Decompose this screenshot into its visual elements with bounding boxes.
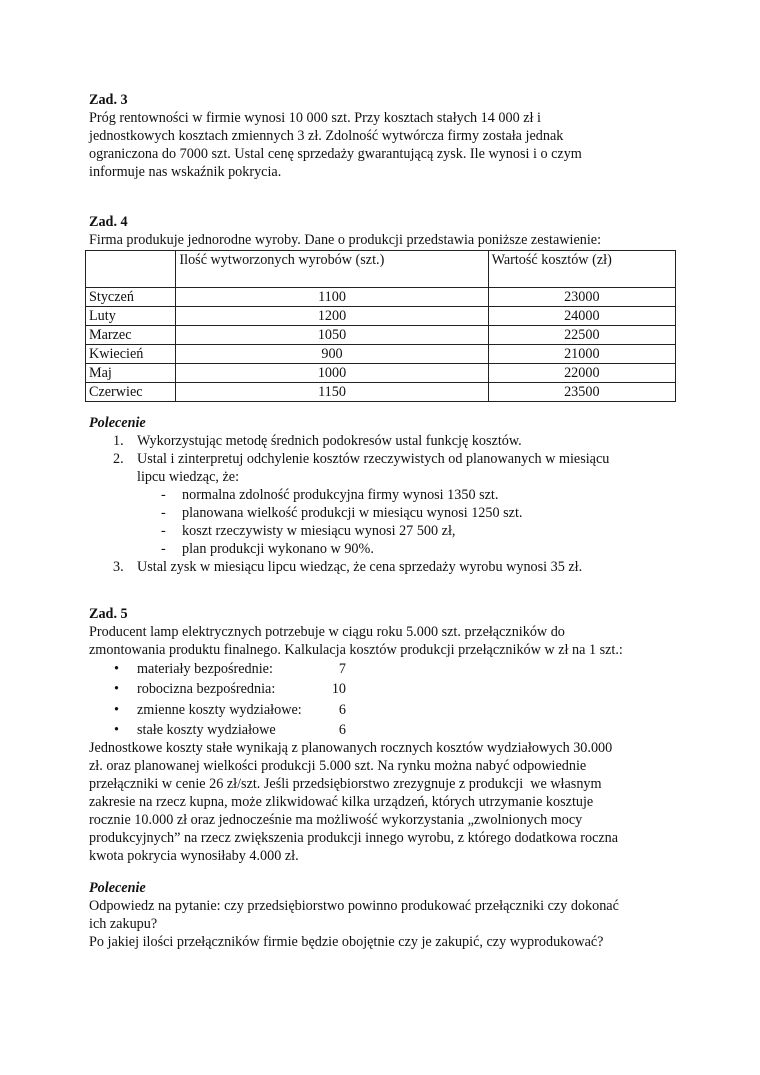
table-cell-month: Czerwiec [86,383,176,402]
sub-list-item [89,486,689,504]
cost-item [89,659,689,679]
intro-text: Firma produkuje jednorodne wyroby. Dane o produkcji przedstawia poniższe zestawienie: [89,232,602,248]
list-item-line [89,468,689,486]
bullet-icon: • [114,721,119,738]
task-5-paragraph [89,739,689,865]
text-line: Producent lamp elektrycznych potrzebuje w ciągu roku 5.000 szt. przełączników do [89,624,565,640]
text-line: kwota pokrycia wynosiłaby 4.000 zł. [89,848,299,864]
table-cell-value: 1050 [176,326,488,345]
table-cell-value: 22000 [488,364,675,383]
text-line: informuje nas wskaźnik pokrycia. [89,164,282,180]
cost-label: materiały bezpośrednie: [137,661,273,677]
table-cell-month: Styczeń [86,288,176,307]
table-cell-month: Marzec [86,326,176,345]
cost-label: stałe koszty wydziałowe [137,721,276,738]
list-item-text: Ustal i zinterpretuj odchylenie kosztów rzeczywistych od planowanych w miesiącu [137,451,610,467]
table-row [86,364,676,383]
bullet-icon: • [114,661,119,677]
text-line: Jednostkowe koszty stałe wynikają z planowanych rocznych kosztów wydziałowych 30.000 [89,740,613,756]
list-item-line [89,558,689,576]
sub-list-item [89,540,689,558]
sub-list-text: plan produkcji wykonano w 90%. [182,541,374,557]
column-header: Ilość wytworzonych wyrobów (szt.) [176,251,488,288]
table-row [86,326,676,345]
cost-value: 10 [331,681,346,698]
list-item-text: Wykorzystując metodę średnich podokresów ustal funkcję kosztów. [137,433,522,449]
question-line: Po jakiej ilości przełączników firmie będzie obojętnie czy je zakupić, czy wyprodukować? [89,934,604,950]
task-5-instructions [89,879,689,951]
table-cell-value: 22500 [488,326,675,345]
table-cell-month: Luty [86,307,176,326]
instructions-heading: Polecenie [89,415,146,431]
cost-item [89,679,689,699]
question-line: ich zakupu? [89,916,158,932]
text-line: zł. oraz planowanej wielkości produkcji 5.000 szt. Na rynku można nabyć odpowiednie [89,758,587,774]
list-item-line [89,450,689,468]
text-line: zmontowania produktu finalnego. Kalkulacja kosztów produkcji przełączników w zł na 1 szt.: [89,642,623,658]
table-cell-value: 1200 [176,307,488,326]
question-line: Odpowiedz na pytanie: czy przedsiębiorstwo powinno produkować przełączniki czy dokonać [89,898,619,914]
bullet-icon: • [114,681,119,698]
list-number: 3. [113,559,124,575]
sub-list-text: normalna zdolność produkcyjna firmy wynosi 1350 szt. [182,487,499,503]
sub-list-item [89,504,689,522]
list-number: 2. [113,451,124,467]
table-cell-value: 1100 [176,288,488,307]
table-row [86,288,676,307]
table-cell-value: 1000 [176,364,488,383]
task-4 [89,213,689,249]
table-header-row [86,251,676,288]
cost-value: 6 [338,721,346,738]
dash-marker: - [161,541,166,557]
sub-list-text: koszt rzeczywisty w miesiącu wynosi 27 500 zł, [182,523,456,539]
cost-value: 6 [338,701,346,718]
table-cell-value: 23500 [488,383,675,402]
table-cell-value: 21000 [488,345,675,364]
task-4-instructions [89,414,689,576]
cost-item [89,720,689,740]
task-title: Zad. 3 [89,92,128,108]
sub-list-item [89,522,689,540]
sub-list-text: planowana wielkość produkcji w miesiącu wynosi 1250 szt. [182,505,523,521]
table-row [86,307,676,326]
dash-marker: - [161,523,166,539]
task-title: Zad. 5 [89,606,128,622]
production-table [85,250,676,402]
list-number: 1. [113,433,124,449]
task-title: Zad. 4 [89,214,128,230]
table-row [86,345,676,364]
text-line: przełączniki w cenie 26 zł/szt. Jeśli przedsiębiorstwo zrezygnuje z produkcji we własnym [89,776,602,792]
table-cell-value: 1150 [176,383,488,402]
text-line: zakresie na rzecz kupna, może zlikwidować kilka urządzeń, których utrzymanie kosztuje [89,794,594,810]
task-3 [89,91,689,181]
text-line: produkcyjnych” na rzecz zwiększenia produkcji innego wyrobu, z którego dodatkowa roczna [89,830,619,846]
text-line: jednostkowych kosztach zmiennych 3 zł. Zdolność wytwórcza firmy została jednak [89,128,564,144]
column-header [86,251,176,288]
table-row [86,383,676,402]
cost-value: 7 [338,661,346,677]
table-cell-month: Kwiecień [86,345,176,364]
text-line: rocznie 10.000 zł oraz jednocześnie ma możliwość wykorzystania „zwolnionych mocy [89,812,583,828]
text-line: ograniczona do 7000 szt. Ustal cenę sprzedaży gwarantującą zysk. Ile wynosi i o czym [89,146,582,162]
list-item-line [89,432,689,450]
dash-marker: - [161,505,166,521]
table-cell-value: 900 [176,345,488,364]
list-item-text: lipcu wiedząc, że: [137,469,240,485]
task-5 [89,605,689,740]
cost-item [89,700,689,720]
bullet-icon: • [114,701,119,718]
column-header: Wartość kosztów (zł) [488,251,675,288]
text-line: Próg rentowności w firmie wynosi 10 000 szt. Przy kosztach stałych 14 000 zł i [89,110,541,126]
table-cell-month: Maj [86,364,176,383]
table-cell-value: 24000 [488,307,675,326]
table-cell-value: 23000 [488,288,675,307]
cost-label: zmienne koszty wydziałowe: [137,701,302,718]
dash-marker: - [161,487,166,503]
cost-label: robocizna bezpośrednia: [137,681,276,698]
list-item-text: Ustal zysk w miesiącu lipcu wiedząc, że cena sprzedaży wyrobu wynosi 35 zł. [137,559,583,575]
instructions-heading: Polecenie [89,880,146,896]
